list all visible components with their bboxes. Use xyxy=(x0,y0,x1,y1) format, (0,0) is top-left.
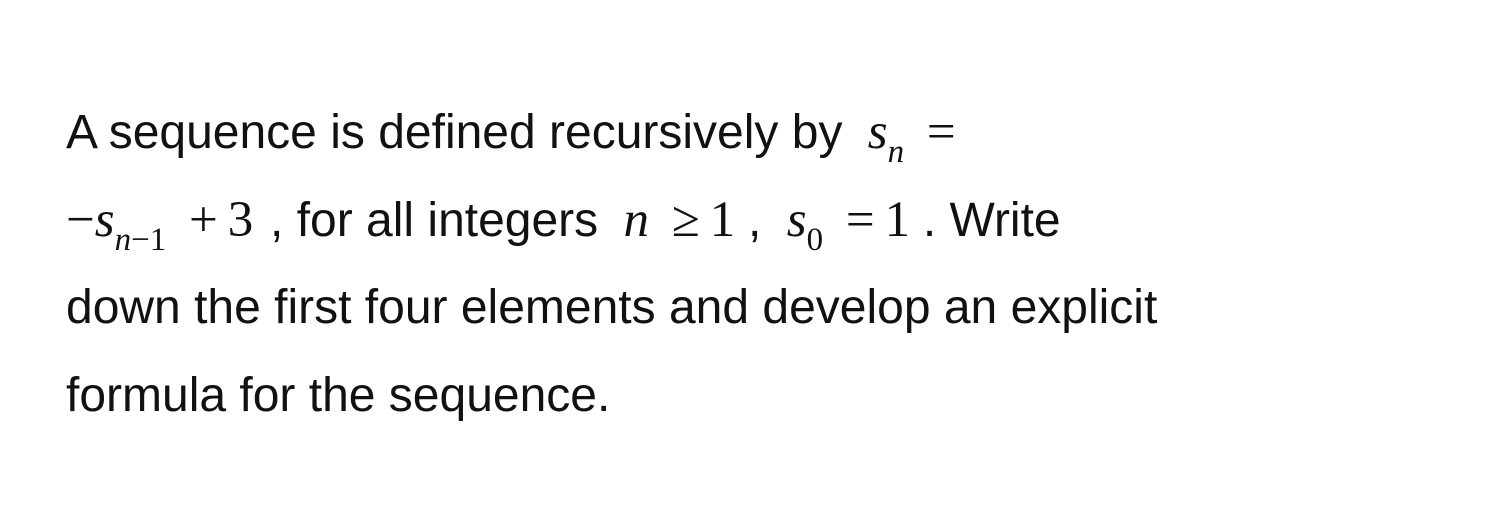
closing-text: formula for the sequence. xyxy=(66,369,611,422)
equals-sign: = xyxy=(845,192,875,248)
comma: , xyxy=(748,194,762,247)
var-s: s xyxy=(867,104,888,160)
equals-sign: = xyxy=(926,104,956,160)
write-text: . Write xyxy=(922,194,1061,247)
var-s: s xyxy=(94,192,115,248)
subscript-zero: 0 xyxy=(806,222,824,258)
subscript-n-minus-1: n−1 xyxy=(114,222,167,258)
plus-sign: + xyxy=(189,192,218,248)
domain-condition xyxy=(624,192,749,248)
minus-sign: − xyxy=(66,192,95,248)
recurrence-lhs xyxy=(867,104,966,170)
constant-one: 1 xyxy=(709,192,736,248)
problem-statement xyxy=(66,88,1466,440)
var-s: s xyxy=(786,192,807,248)
geq-sign: ≥ xyxy=(671,192,700,248)
constant-one: 1 xyxy=(884,192,911,248)
line-2 xyxy=(66,176,1466,264)
constant-three: 3 xyxy=(227,192,254,248)
intro-text: A sequence is defined recursively by xyxy=(66,106,843,159)
var-n: n xyxy=(623,192,650,248)
initial-condition xyxy=(786,192,923,258)
line-4 xyxy=(66,352,1466,440)
subscript-n: n xyxy=(887,134,905,170)
line-3 xyxy=(66,264,1466,352)
for-all-text: , for all integers xyxy=(270,194,599,247)
recurrence-rhs xyxy=(66,192,266,258)
instruction-text: down the first four elements and develop an explicit xyxy=(66,281,1158,334)
line-1 xyxy=(66,88,1466,176)
